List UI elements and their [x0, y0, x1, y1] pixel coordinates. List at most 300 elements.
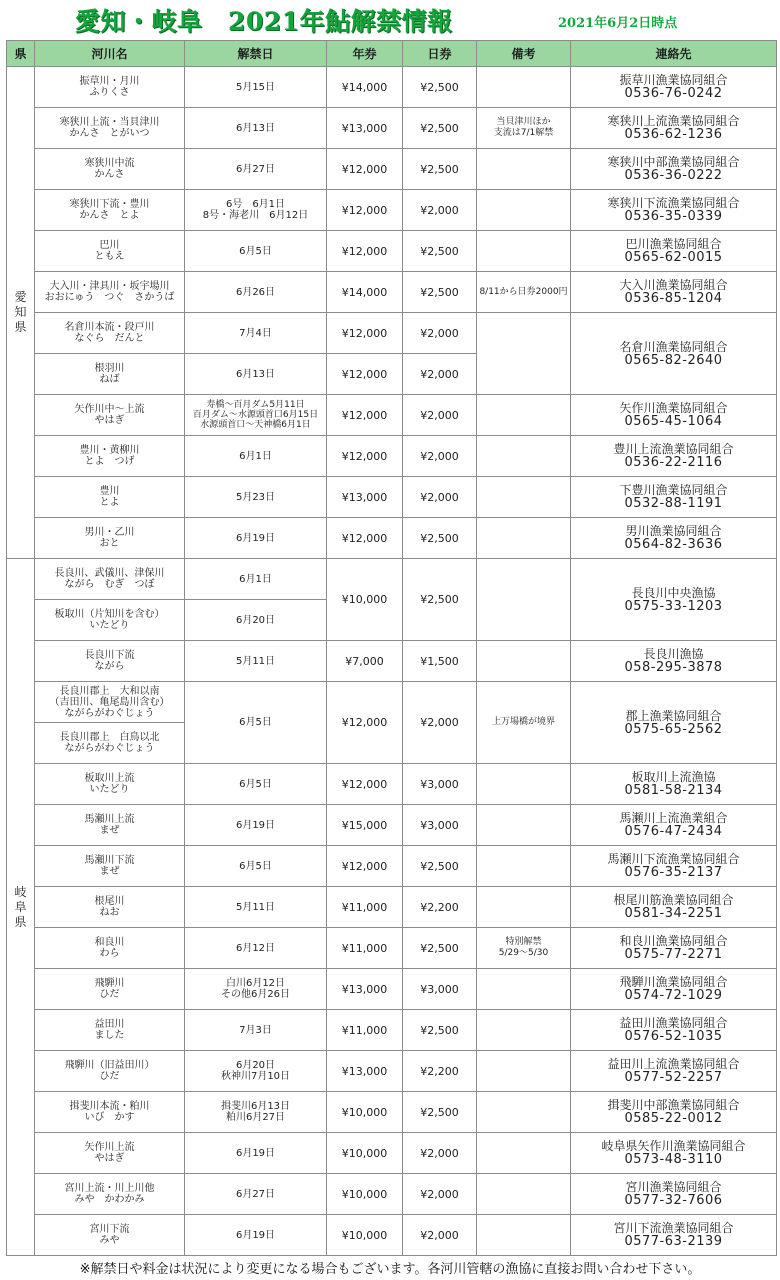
- contact-name: 寒狭川下流漁業協同組合: [607, 196, 740, 210]
- prefecture-char: 岐: [14, 884, 27, 899]
- contact: [571, 477, 777, 518]
- contact-phone: 0536-85-1204: [624, 291, 723, 306]
- cell-line: 寒狭川中流: [84, 158, 135, 169]
- river-name: [35, 723, 185, 764]
- table-row: [7, 518, 777, 559]
- annual-ticket: ¥12,000: [327, 518, 403, 559]
- contact-phone: 0565-62-0015: [624, 250, 723, 265]
- table-row: [7, 149, 777, 190]
- cell-line: 飛騨川: [94, 978, 125, 989]
- open-date: [185, 969, 327, 1010]
- page-title: 愛知・岐阜 2021年鮎解禁情報: [75, 7, 453, 36]
- note: [477, 928, 571, 969]
- cell-line: まぜ: [99, 825, 120, 836]
- contact-name: 宮川漁業協同組合: [625, 1180, 722, 1194]
- day-ticket: ¥2,000: [403, 682, 477, 764]
- annual-ticket: ¥12,000: [327, 313, 403, 354]
- contact: [571, 682, 777, 764]
- open-date: [185, 1215, 327, 1256]
- day-ticket: ¥2,000: [403, 313, 477, 354]
- table-row: [7, 67, 777, 108]
- cell-line: 支流は7/1解禁: [493, 128, 554, 138]
- cell-line: 5月15日: [235, 81, 276, 93]
- contact-name: 豊川上流漁業協同組合: [613, 442, 734, 456]
- table-row: [7, 395, 777, 436]
- contact-phone: 0564-82-3636: [624, 537, 723, 552]
- prefecture-char: 阜: [14, 899, 27, 914]
- open-date: [185, 1010, 327, 1051]
- note: [477, 231, 571, 272]
- contact-phone: 0575-77-2271: [624, 947, 723, 962]
- annual-ticket: ¥7,000: [327, 641, 403, 682]
- column-header: 備考: [477, 41, 571, 67]
- annual-ticket: ¥10,000: [327, 1092, 403, 1133]
- contact-name: 下豊川漁業協同組合: [619, 483, 728, 497]
- note: [477, 559, 571, 641]
- annual-ticket: ¥12,000: [327, 764, 403, 805]
- river-name: [35, 518, 185, 559]
- river-name: [35, 600, 185, 641]
- cell-line: 6月27日: [235, 1188, 276, 1200]
- day-ticket: ¥2,200: [403, 1051, 477, 1092]
- contact-phone: 0575-65-2562: [624, 721, 723, 737]
- cell-line: 7月4日: [239, 327, 272, 339]
- cell-line: ひだ: [99, 989, 120, 1000]
- cell-line: 6月1日: [239, 573, 272, 585]
- open-date: [185, 108, 327, 149]
- annual-ticket: ¥12,000: [327, 395, 403, 436]
- contact-name: 馬瀬川上流漁業組合: [619, 811, 728, 825]
- contact-phone: 0577-32-7606: [624, 1193, 723, 1208]
- contact-phone: 0532-88-1191: [624, 496, 723, 511]
- day-ticket: ¥2,500: [403, 518, 477, 559]
- table-row: [7, 1051, 777, 1092]
- prefecture-char: 県: [14, 914, 27, 929]
- open-date: 6月5日: [185, 682, 327, 764]
- contact-name: 板取川上流漁協: [631, 770, 716, 784]
- river-name: [35, 846, 185, 887]
- day-ticket: ¥2,500: [403, 272, 477, 313]
- cell-line: 7月3日: [239, 1024, 272, 1036]
- cell-line: 6月26日: [235, 286, 276, 298]
- contact-name: 馬瀬川下流漁業協同組合: [607, 852, 740, 866]
- open-date: [185, 272, 327, 313]
- contact: [571, 1174, 777, 1215]
- table-row: [7, 108, 777, 149]
- cell-line: 益田川: [94, 1019, 125, 1030]
- contact: [571, 1133, 777, 1174]
- cell-line: 揖斐川本流・粕川: [69, 1101, 150, 1112]
- note: [477, 641, 571, 682]
- cell-line: 粕川6月27日: [225, 1112, 286, 1123]
- contact: [571, 395, 777, 436]
- contact-name: 名倉川漁業協同組合: [619, 339, 728, 354]
- cell-line: 秋神川7月10日: [220, 1071, 291, 1082]
- contact: [571, 149, 777, 190]
- table-row: [7, 682, 777, 723]
- cell-line: 宮川下流: [89, 1224, 130, 1235]
- river-name: [35, 190, 185, 231]
- river-name: [35, 477, 185, 518]
- cell-line: 8号・海老川 6月12日: [202, 210, 309, 221]
- cell-line: かんさ: [94, 169, 125, 180]
- river-name: [35, 559, 185, 600]
- open-date: [185, 1174, 327, 1215]
- river-name: [35, 108, 185, 149]
- open-date: [185, 436, 327, 477]
- annual-ticket: ¥11,000: [327, 887, 403, 928]
- cell-line: みや かわかみ: [74, 1194, 145, 1205]
- day-ticket: ¥2,500: [403, 1010, 477, 1051]
- river-name: [35, 395, 185, 436]
- cell-line: 巴川: [99, 240, 120, 251]
- contact: [571, 764, 777, 805]
- contact-phone: 0536-76-0242: [624, 86, 723, 101]
- cell-line: わら: [99, 948, 120, 959]
- cell-line: おと: [99, 538, 120, 549]
- contact-phone: 0536-35-0339: [624, 209, 723, 224]
- cell-line: かんさ とがいつ: [69, 128, 150, 139]
- table-row: [7, 764, 777, 805]
- annual-ticket: ¥14,000: [327, 272, 403, 313]
- cell-line: とよ つげ: [84, 456, 135, 467]
- column-header: 県: [7, 41, 35, 67]
- open-date: [185, 231, 327, 272]
- cell-line: 6月5日: [239, 778, 272, 790]
- annual-ticket: ¥13,000: [327, 477, 403, 518]
- river-name: [35, 1133, 185, 1174]
- cell-line: 6月27日: [235, 163, 276, 175]
- contact-name: 岐阜県矢作川漁業協同組合: [601, 1139, 746, 1153]
- cell-line: ねば: [99, 374, 120, 385]
- contact-phone: 0576-35-2137: [624, 865, 723, 880]
- note: [477, 1051, 571, 1092]
- cell-line: 白川6月12日: [225, 978, 286, 989]
- contact: [571, 190, 777, 231]
- annual-ticket: ¥12,000: [327, 149, 403, 190]
- contact: [571, 641, 777, 682]
- contact-phone: 058-295-3878: [624, 660, 723, 675]
- open-date: [185, 846, 327, 887]
- contact-phone: 0536-62-1236: [624, 127, 723, 142]
- day-ticket: ¥2,500: [403, 846, 477, 887]
- column-header: 解禁日: [185, 41, 327, 67]
- cell-line: 6月5日: [239, 860, 272, 872]
- cell-line: 宮川上流・川上川他: [64, 1183, 155, 1194]
- contact: [571, 313, 777, 395]
- cell-line: かんさ とよ: [79, 210, 140, 221]
- contact: [571, 436, 777, 477]
- river-name: [35, 969, 185, 1010]
- annual-ticket: ¥12,000: [327, 682, 403, 764]
- cell-line: 振草川・月川: [79, 76, 140, 87]
- contact: [571, 1010, 777, 1051]
- contact: [571, 805, 777, 846]
- contact-name: 和良川漁業協同組合: [619, 934, 728, 948]
- river-name: [35, 149, 185, 190]
- cell-line: 6月20日: [235, 1060, 276, 1071]
- annual-ticket: ¥12,000: [327, 354, 403, 395]
- note: [477, 477, 571, 518]
- cell-line: 長良川郡上 大和以南: [59, 685, 160, 697]
- table-row: [7, 969, 777, 1010]
- open-date: [185, 190, 327, 231]
- cell-line: 6月1日: [239, 450, 272, 462]
- river-name: [35, 1051, 185, 1092]
- contact-name: 長良川漁協: [643, 647, 704, 661]
- river-name: [35, 928, 185, 969]
- river-name: [35, 67, 185, 108]
- cell-line: 水源頭首口～天神橋6月1日: [200, 420, 311, 430]
- cell-line: ながら: [94, 661, 125, 672]
- note: [477, 1092, 571, 1133]
- cell-line: 6月5日: [239, 245, 272, 257]
- table-header-row: [7, 41, 777, 67]
- contact: [571, 559, 777, 641]
- annual-ticket: ¥11,000: [327, 928, 403, 969]
- contact: [571, 272, 777, 313]
- note: [477, 395, 571, 436]
- contact-phone: 0574-72-1029: [624, 988, 723, 1003]
- annual-ticket: ¥10,000: [327, 1174, 403, 1215]
- contact-phone: 0585-22-0012: [624, 1111, 723, 1126]
- cell-line: （吉田川、亀尾島川含む）: [49, 696, 170, 708]
- annual-ticket: ¥12,000: [327, 846, 403, 887]
- day-ticket: ¥2,000: [403, 1174, 477, 1215]
- annual-ticket: ¥12,000: [327, 436, 403, 477]
- open-date: [185, 67, 327, 108]
- note: [477, 149, 571, 190]
- annual-ticket: ¥10,000: [327, 1215, 403, 1256]
- cell-line: 寒狭川下流・豊川: [69, 199, 150, 210]
- cell-line: 矢作川上流: [84, 1142, 135, 1153]
- day-ticket: ¥2,500: [403, 928, 477, 969]
- cell-line: その他6月26日: [220, 989, 291, 1000]
- ayu-season-table: [6, 40, 777, 1256]
- river-name: [35, 436, 185, 477]
- cell-line: 揖斐川6月13日: [220, 1101, 291, 1112]
- cell-line: ふりくさ: [89, 87, 130, 98]
- contact: [571, 518, 777, 559]
- contact-phone: 0536-22-2116: [624, 455, 723, 470]
- column-header: 河川名: [35, 41, 185, 67]
- cell-line: ねお: [99, 907, 120, 918]
- as-of-date: 2021年6月2日時点: [558, 16, 678, 31]
- day-ticket: ¥3,000: [403, 805, 477, 846]
- cell-line: 名倉川本流・段戸川: [64, 322, 155, 333]
- cell-line: 特別解禁: [505, 937, 542, 947]
- cell-line: 豊川: [99, 486, 120, 497]
- open-date: [185, 928, 327, 969]
- contact-name: 益田川上流漁業協同組合: [607, 1057, 740, 1071]
- contact-phone: 0577-52-2257: [624, 1070, 723, 1085]
- open-date: [185, 313, 327, 354]
- contact-phone: 0536-36-0222: [624, 168, 723, 183]
- table-row: [7, 436, 777, 477]
- cell-line: 男川・乙川: [84, 527, 135, 538]
- cell-line: 5月23日: [235, 491, 276, 503]
- annual-ticket: ¥12,000: [327, 190, 403, 231]
- cell-line: おおにゅう つぐ さかうば: [44, 292, 175, 303]
- day-ticket: ¥2,500: [403, 1092, 477, 1133]
- contact-phone: 0565-82-2640: [624, 352, 723, 368]
- note: [477, 436, 571, 477]
- contact: [571, 1051, 777, 1092]
- contact-name: 男川漁業協同組合: [625, 524, 722, 538]
- cell-line: 寒狭川上流・当貝津川: [59, 117, 160, 128]
- cell-line: 大入川・津具川・坂宇場川: [49, 281, 170, 292]
- annual-ticket: ¥13,000: [327, 1051, 403, 1092]
- open-date: [185, 641, 327, 682]
- day-ticket: ¥2,000: [403, 1133, 477, 1174]
- note: [477, 108, 571, 149]
- prefecture-char: 知: [14, 305, 27, 319]
- open-date: [185, 764, 327, 805]
- annual-ticket: ¥15,000: [327, 805, 403, 846]
- contact: [571, 67, 777, 108]
- river-name: [35, 1174, 185, 1215]
- cell-line: 矢作川中～上流: [74, 404, 145, 415]
- contact-phone: 0576-47-2434: [624, 824, 723, 839]
- annual-ticket: ¥11,000: [327, 1010, 403, 1051]
- cell-line: 板取川上流: [84, 773, 135, 784]
- annual-ticket: ¥13,000: [327, 969, 403, 1010]
- table-row: [7, 887, 777, 928]
- contact: [571, 231, 777, 272]
- table-row: [7, 1174, 777, 1215]
- cell-line: 6月12日: [235, 942, 276, 954]
- river-name: [35, 764, 185, 805]
- annual-ticket: ¥14,000: [327, 67, 403, 108]
- day-ticket: ¥3,000: [403, 764, 477, 805]
- table-row: [7, 272, 777, 313]
- cell-line: 馬瀬川下流: [84, 855, 135, 866]
- table-row: [7, 1092, 777, 1133]
- cell-line: ながら むぎ つぼ: [64, 579, 155, 590]
- day-ticket: ¥2,000: [403, 1215, 477, 1256]
- day-ticket: ¥1,500: [403, 641, 477, 682]
- day-ticket: ¥2,500: [403, 108, 477, 149]
- contact: [571, 1092, 777, 1133]
- day-ticket: ¥2,200: [403, 887, 477, 928]
- day-ticket: ¥2,500: [403, 559, 477, 641]
- table-row: [7, 559, 777, 600]
- river-name: [35, 354, 185, 395]
- cell-line: 馬瀬川上流: [84, 814, 135, 825]
- day-ticket: ¥2,000: [403, 190, 477, 231]
- cell-line: なぐら だんと: [74, 333, 145, 344]
- cell-line: 当貝津川ほか: [496, 117, 551, 127]
- open-date: [185, 805, 327, 846]
- note: [477, 805, 571, 846]
- open-date: [185, 1133, 327, 1174]
- contact-phone: 0581-34-2251: [624, 906, 723, 921]
- cell-line: 6月20日: [235, 614, 276, 626]
- note: [477, 887, 571, 928]
- cell-line: 根尾川: [94, 896, 125, 907]
- prefecture-gifu: [7, 559, 35, 1256]
- contact: [571, 108, 777, 149]
- cell-line: 6月19日: [235, 819, 276, 831]
- cell-line: まぜ: [99, 866, 120, 877]
- table-row: [7, 1215, 777, 1256]
- contact-name: 大入川漁業協同組合: [619, 278, 728, 292]
- contact: [571, 969, 777, 1010]
- note: [477, 846, 571, 887]
- cell-line: 長良川郡上 白鳥以北: [59, 732, 160, 743]
- cell-line: やはぎ: [94, 1153, 125, 1164]
- cell-line: 5月11日: [235, 655, 276, 667]
- cell-line: 飛騨川（旧益田川）: [64, 1060, 155, 1071]
- cell-line: 和良川: [94, 937, 125, 948]
- cell-line: ながらがわぐじょう: [64, 707, 155, 719]
- day-ticket: ¥2,500: [403, 149, 477, 190]
- table-row: [7, 641, 777, 682]
- contact-name: 長良川中央漁協: [631, 585, 716, 600]
- open-date: [185, 559, 327, 600]
- footnote: ※解禁日や料金は状況により変更になる場合もございます。各河川管轄の漁協に直接お問い合わせ下さい。: [79, 1262, 701, 1277]
- river-name: [35, 313, 185, 354]
- open-date: [185, 1092, 327, 1133]
- table-row: [7, 231, 777, 272]
- cell-line: 5/29～5/30: [498, 948, 549, 958]
- river-name: [35, 682, 185, 723]
- cell-line: 6月19日: [235, 532, 276, 544]
- open-date: [185, 518, 327, 559]
- column-header: 年券: [327, 41, 403, 67]
- day-ticket: ¥3,000: [403, 969, 477, 1010]
- contact: [571, 887, 777, 928]
- cell-line: 6月19日: [235, 1229, 276, 1241]
- day-ticket: ¥2,000: [403, 436, 477, 477]
- cell-line: 豊川・黄柳川: [79, 445, 140, 456]
- contact-name: 根尾川筋漁業協同組合: [613, 893, 734, 907]
- contact-phone: 0575-33-1203: [624, 598, 723, 614]
- contact-name: 郡上漁業協同組合: [625, 708, 722, 723]
- cell-line: 5月11日: [235, 901, 276, 913]
- prefecture-char: 県: [14, 320, 27, 334]
- river-name: [35, 1092, 185, 1133]
- contact-name: 寒狭川上流漁業協同組合: [607, 114, 740, 128]
- river-name: [35, 887, 185, 928]
- cell-line: いたどり: [89, 620, 130, 631]
- cell-line: 長良川下流: [84, 650, 135, 661]
- open-date: [185, 600, 327, 641]
- river-name: [35, 805, 185, 846]
- day-ticket: ¥2,000: [403, 354, 477, 395]
- prefecture-char: 愛: [14, 290, 27, 304]
- cell-line: 6月19日: [235, 1147, 276, 1159]
- cell-line: ともえ: [94, 251, 125, 262]
- river-name: [35, 1010, 185, 1051]
- table-row: [7, 313, 777, 354]
- river-name: [35, 641, 185, 682]
- note: [477, 518, 571, 559]
- cell-line: 長良川、武儀川、津保川: [54, 568, 165, 579]
- contact-name: 振草川漁業協同組合: [619, 73, 728, 87]
- cell-line: 6月13日: [235, 122, 276, 134]
- cell-line: 百月ダム～水源頭首口6月15日: [192, 410, 319, 420]
- cell-line: ながらがわぐじょう: [64, 743, 155, 754]
- note: [477, 272, 571, 313]
- cell-line: ひだ: [99, 1071, 120, 1082]
- table-row: [7, 1133, 777, 1174]
- note: [477, 1133, 571, 1174]
- note: [477, 313, 571, 395]
- annual-ticket: ¥12,000: [327, 231, 403, 272]
- cell-line: 根羽川: [94, 363, 125, 374]
- cell-line: 寿橋～百月ダム5月11日: [206, 400, 305, 410]
